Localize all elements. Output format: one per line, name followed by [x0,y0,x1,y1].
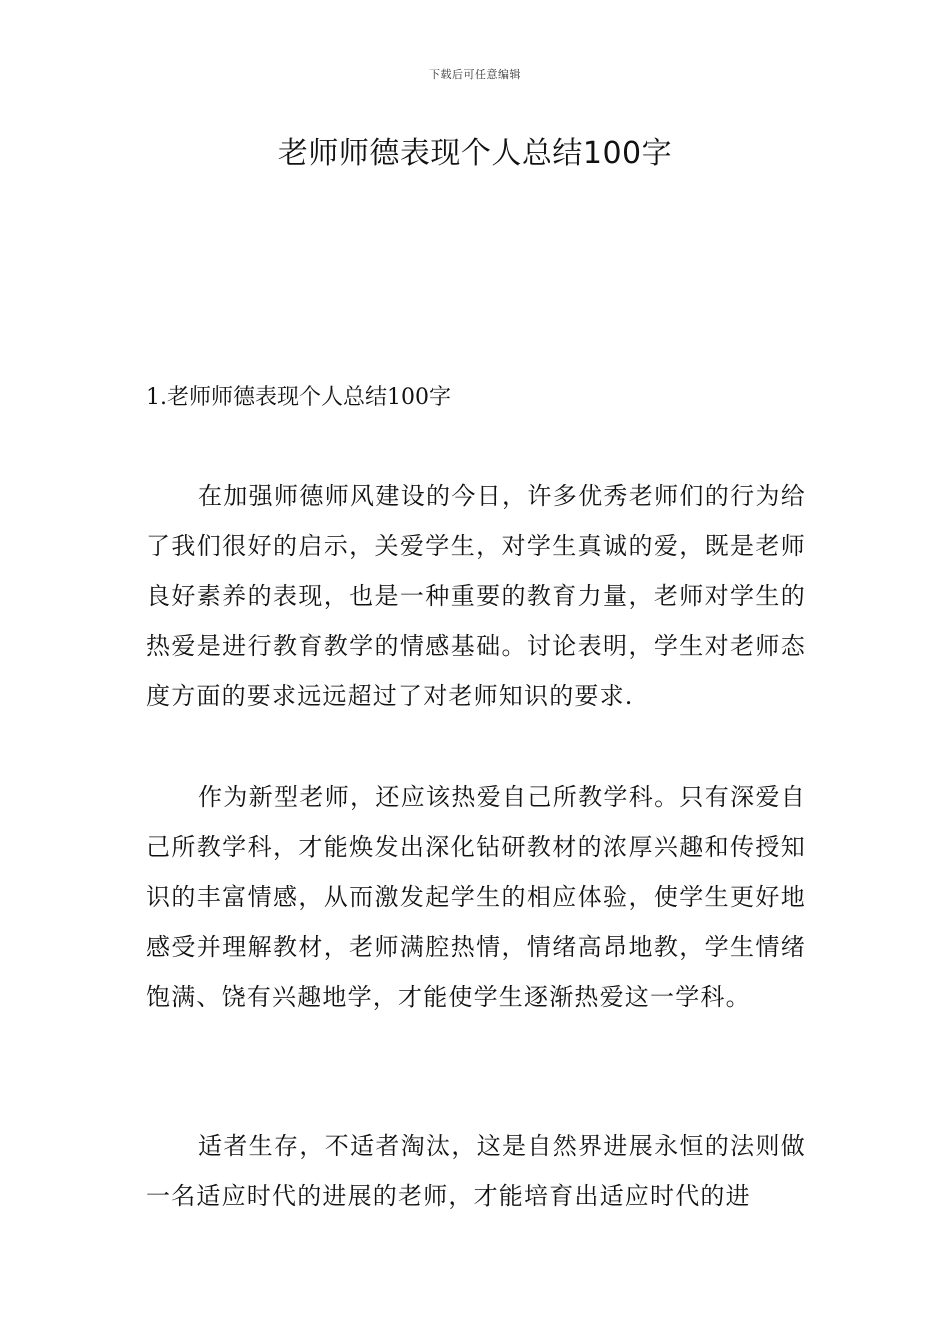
paragraph-2: 作为新型老师，还应该热爱自己所教学科。只有深爱自己所教学科，才能焕发出深化钻研教材的浓厚兴趣和传授知识的丰富情感，从而激发起学生的相应体验，使学生更好地感受并理解教材，老师满腔热情，情绪高昂地教，学生情绪饱满、饶有兴趣地学，才能使学生逐渐热爱这一学科。 [146,783,806,1011]
document-title: 老师师德表现个人总结100字 [277,136,673,171]
header-note: 下载后可任意编辑 [429,68,521,81]
paragraph-1: 在加强师德师风建设的今日，许多优秀老师们的行为给了我们很好的启示，关爱学生，对学生真诚的爱，既是老师良好素养的表现，也是一种重要的教育力量，老师对学生的热爱是进行教育教学的情感基础。讨论表明，学生对老师态度方面的要求远远超过了对老师知识的要求. [146,482,806,710]
section-heading: 1.老师师德表现个人总结100字 [146,385,451,410]
paragraph-3: 适者生存，不适者淘汰，这是自然界进展永恒的法则做一名适应时代的进展的老师，才能培育出适应时代的进 [146,1132,806,1210]
